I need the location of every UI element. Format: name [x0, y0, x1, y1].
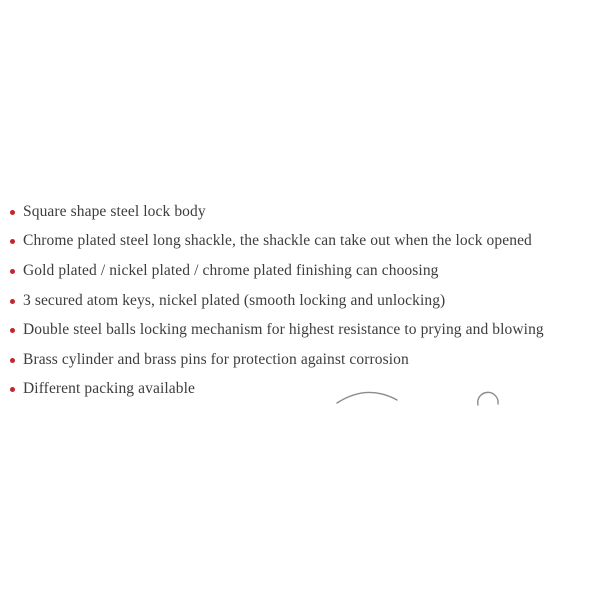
- feature-text: Brass cylinder and brass pins for protection against corrosion: [23, 350, 409, 368]
- feature-text: Different packing available: [23, 380, 195, 398]
- feature-list-item: [0, 286, 600, 316]
- bullet-icon: [10, 239, 15, 244]
- feature-list-item: [0, 256, 600, 286]
- feature-text: Chrome plated steel long shackle, the shackle can take out when the lock opened: [23, 232, 532, 250]
- feature-text: Gold plated / nickel plated / chrome plated finishing can choosing: [23, 261, 439, 279]
- feature-list-item: [0, 375, 600, 405]
- feature-list: [0, 197, 600, 404]
- bullet-icon: [10, 299, 15, 304]
- bullet-icon: [10, 328, 15, 333]
- feature-text: Square shape steel lock body: [23, 202, 206, 220]
- feature-text: 3 secured atom keys, nickel plated (smooth locking and unlocking): [23, 291, 446, 309]
- feature-text: Double steel balls locking mechanism for highest resistance to prying and blowing: [23, 321, 544, 339]
- bullet-icon: [10, 387, 15, 392]
- feature-list-item: [0, 345, 600, 375]
- bullet-icon: [10, 358, 15, 363]
- bullet-icon: [10, 210, 15, 215]
- feature-list-item: [0, 227, 600, 257]
- feature-list-item: [0, 315, 600, 345]
- bullet-icon: [10, 269, 15, 274]
- feature-list-item: [0, 197, 600, 227]
